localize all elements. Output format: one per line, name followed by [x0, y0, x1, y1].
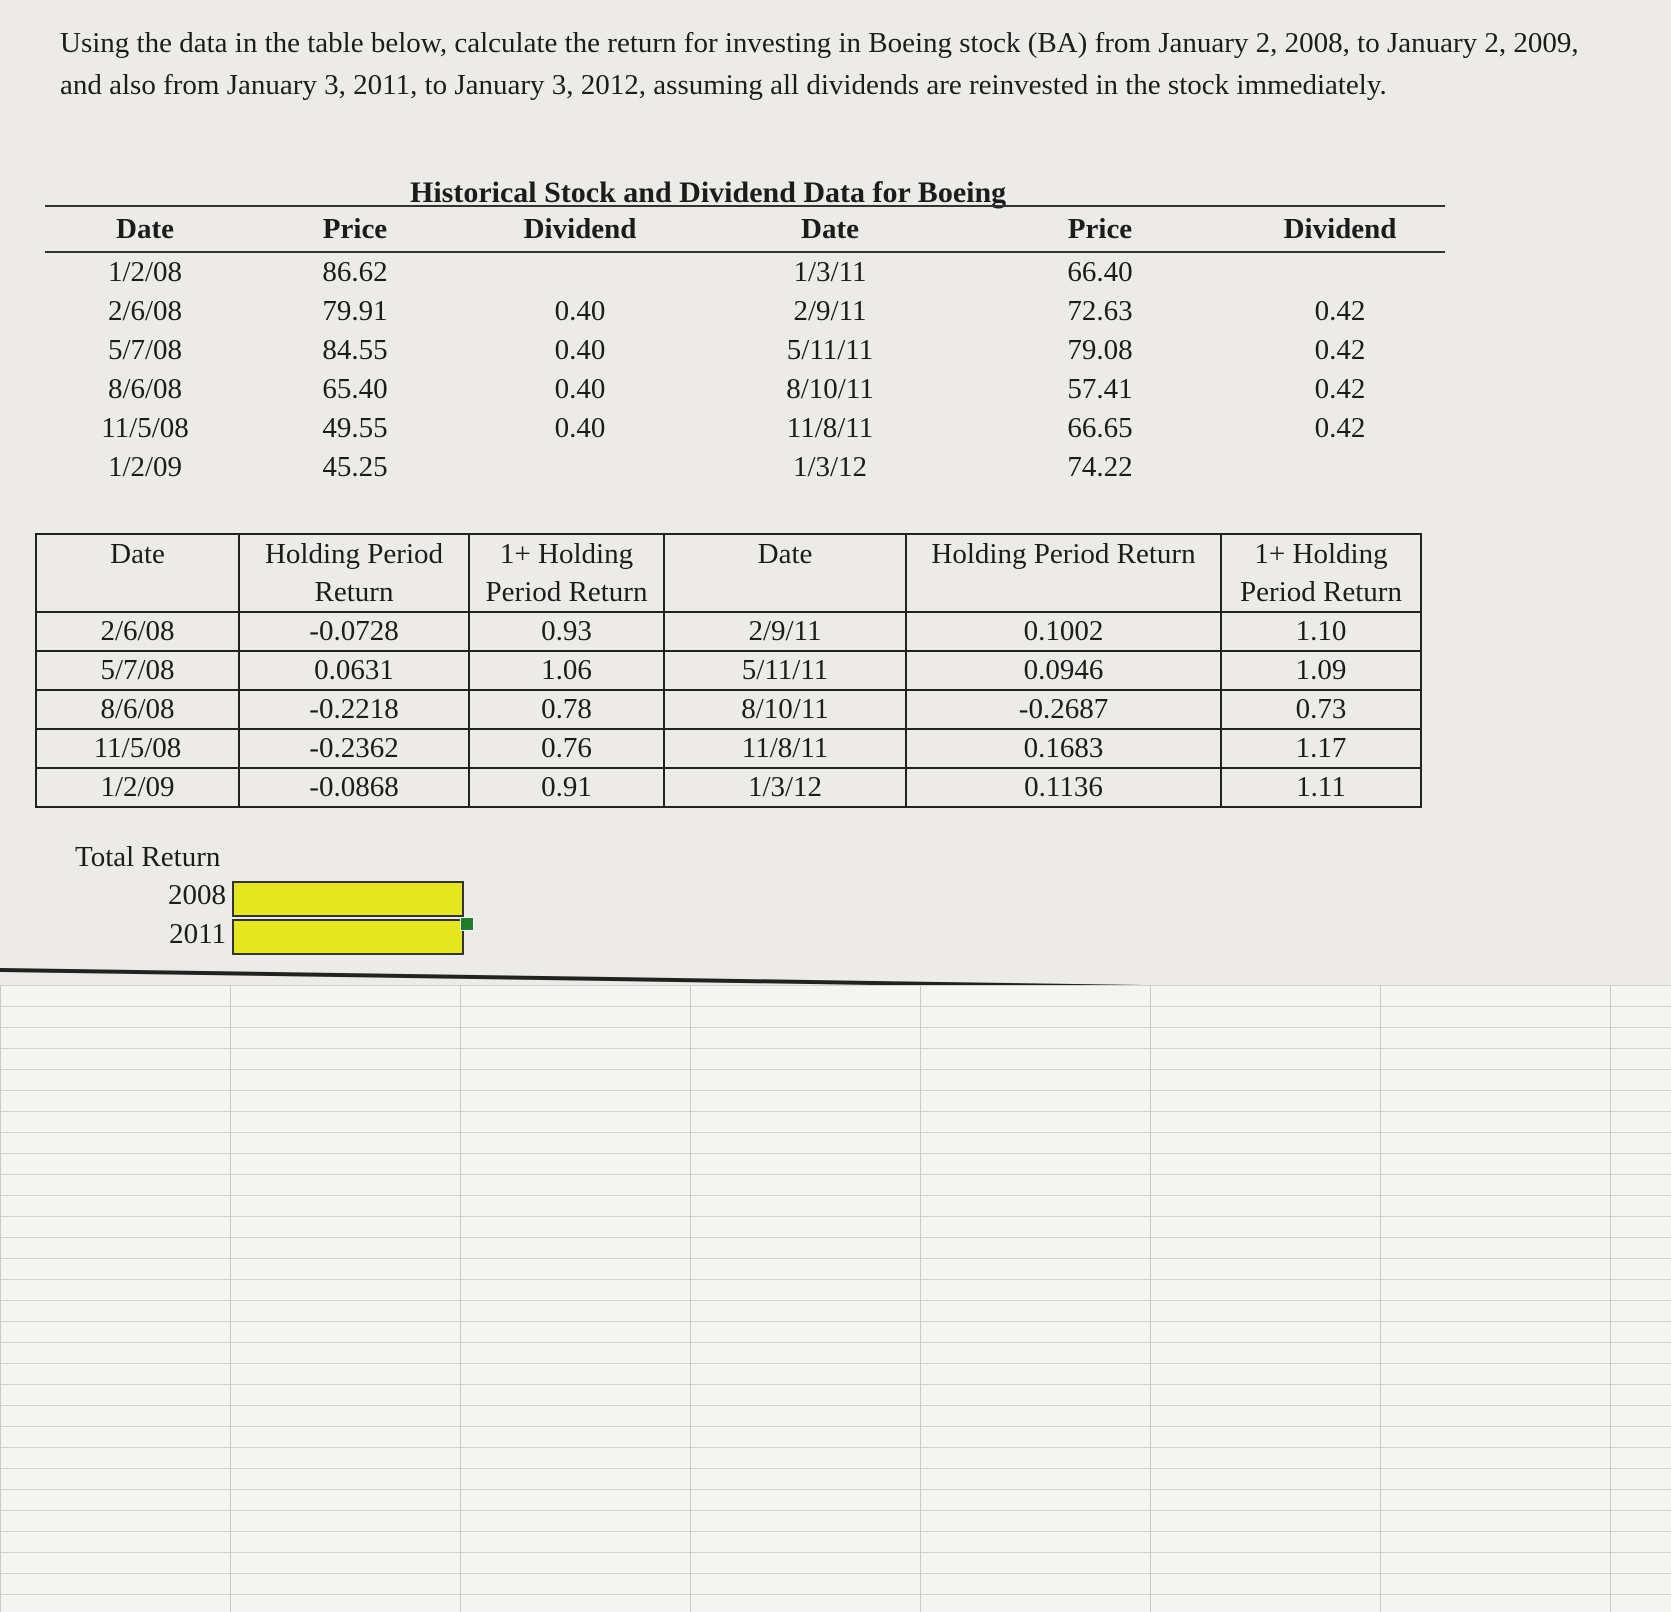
- hist-cell: 1/2/08: [107, 256, 183, 288]
- hpr-cell[interactable]: 1/3/12: [664, 768, 906, 807]
- hpr-cell[interactable]: 11/8/11: [664, 729, 906, 768]
- hist-cell: 45.25: [322, 451, 388, 483]
- table-row: [45, 370, 1445, 409]
- hist-cell: 1/3/12: [792, 451, 868, 483]
- hpr-cell[interactable]: 1.06: [469, 651, 664, 690]
- hpr-header-date-2011: Date: [664, 534, 906, 612]
- hpr-cell[interactable]: 0.76: [469, 729, 664, 768]
- hpr-cell[interactable]: 0.0631: [239, 651, 469, 690]
- hpr-cell[interactable]: 5/11/11: [664, 651, 906, 690]
- hist-cell: [1235, 448, 1445, 487]
- table-row: [36, 729, 1421, 768]
- hist-cell: 8/10/11: [786, 373, 874, 405]
- hpr-cell[interactable]: -0.2362: [239, 729, 469, 768]
- hpr-cell[interactable]: 0.1136: [906, 768, 1221, 807]
- hist-cell: 0.40: [554, 295, 606, 327]
- historical-header-row: [45, 206, 1445, 252]
- hpr-cell[interactable]: 2/9/11: [664, 612, 906, 651]
- hist-cell: 0.40: [554, 412, 606, 444]
- hpr-header-one-plus: 1+ Holding Period Return: [469, 534, 664, 612]
- hpr-cell[interactable]: 0.1002: [906, 612, 1221, 651]
- hpr-cell[interactable]: 1.11: [1221, 768, 1421, 807]
- hist-cell: 8/6/08: [107, 373, 183, 405]
- spreadsheet-grid[interactable]: [0, 985, 1671, 1612]
- hist-cell: 86.62: [322, 256, 388, 288]
- hist-cell: 5/11/11: [786, 334, 874, 366]
- hpr-cell[interactable]: -0.2218: [239, 690, 469, 729]
- hpr-cell[interactable]: 0.0946: [906, 651, 1221, 690]
- hpr-cell[interactable]: 0.73: [1221, 690, 1421, 729]
- hpr-cell[interactable]: 8/10/11: [664, 690, 906, 729]
- hist-cell: 0.42: [1314, 295, 1366, 327]
- hist-cell: 84.55: [322, 334, 388, 366]
- hist-cell: 66.65: [1067, 412, 1133, 444]
- hist-cell: 2/9/11: [793, 295, 867, 327]
- table-row: [45, 448, 1445, 487]
- year-2011-label: 2011: [169, 918, 226, 950]
- total-return-label: Total Return: [75, 841, 221, 873]
- holding-period-return-table: [35, 533, 1422, 808]
- table-row: [45, 292, 1445, 331]
- hpr-cell[interactable]: 0.1683: [906, 729, 1221, 768]
- table-row: [36, 768, 1421, 807]
- hist-cell: 49.55: [322, 412, 388, 444]
- hpr-header-one-plus-2011: 1+ Holding Period Return: [1221, 534, 1421, 612]
- header-date: Date: [116, 212, 174, 245]
- header-date-2011: Date: [801, 212, 859, 245]
- table-row: [36, 690, 1421, 729]
- hpr-cell[interactable]: 5/7/08: [36, 651, 239, 690]
- hist-cell: 11/5/08: [101, 412, 189, 444]
- hpr-cell[interactable]: 8/6/08: [36, 690, 239, 729]
- hpr-header-row: [36, 534, 1421, 612]
- hist-cell: [1235, 252, 1445, 292]
- hpr-cell[interactable]: 0.78: [469, 690, 664, 729]
- year-2008-label: 2008: [168, 879, 226, 911]
- hist-cell: 57.41: [1067, 373, 1133, 405]
- header-price-2011: Price: [1067, 212, 1133, 245]
- historical-data-table: [45, 205, 1445, 487]
- table-row: [36, 612, 1421, 651]
- hist-cell: 74.22: [1067, 451, 1133, 483]
- hpr-cell[interactable]: 11/5/08: [36, 729, 239, 768]
- hist-cell: 0.40: [554, 373, 606, 405]
- hist-cell: 65.40: [322, 373, 388, 405]
- hist-cell: 0.42: [1314, 334, 1366, 366]
- hist-cell: 2/6/08: [107, 295, 183, 327]
- hist-cell: 79.08: [1067, 334, 1133, 366]
- hpr-header-return-2011: Holding Period Return: [906, 534, 1221, 612]
- hpr-header-return: Holding Period Return: [239, 534, 469, 612]
- hpr-cell[interactable]: 2/6/08: [36, 612, 239, 651]
- total-return-2008-input[interactable]: [232, 881, 464, 917]
- hpr-cell[interactable]: 0.93: [469, 612, 664, 651]
- hpr-cell[interactable]: -0.2687: [906, 690, 1221, 729]
- hist-cell: 79.91: [322, 295, 388, 327]
- total-return-2011-input[interactable]: [232, 919, 464, 955]
- table-row: [36, 651, 1421, 690]
- header-price: Price: [322, 212, 388, 245]
- hist-cell: [465, 448, 695, 487]
- hist-cell: 1/2/09: [107, 451, 183, 483]
- problem-statement: Using the data in the table below, calculate the return for investing in Boeing stock (BA) from January 2, 2008, to January 2, 2009, and also from January 3, 2011, to January 3, 2012, assuming all dividends are reinvested in the stock immediately.: [60, 27, 1579, 101]
- hist-cell: 66.40: [1067, 256, 1133, 288]
- hpr-cell[interactable]: -0.0868: [239, 768, 469, 807]
- table-row: [45, 252, 1445, 292]
- hist-cell: 0.40: [554, 334, 606, 366]
- table-row: [45, 331, 1445, 370]
- hpr-cell[interactable]: 0.91: [469, 768, 664, 807]
- hpr-cell[interactable]: -0.0728: [239, 612, 469, 651]
- hist-cell: 11/8/11: [786, 412, 874, 444]
- header-dividend-2011: Dividend: [1283, 212, 1397, 245]
- hist-cell: 0.42: [1314, 412, 1366, 444]
- hpr-cell[interactable]: 1/2/09: [36, 768, 239, 807]
- hpr-cell[interactable]: 1.10: [1221, 612, 1421, 651]
- hist-cell: 72.63: [1067, 295, 1133, 327]
- hpr-cell[interactable]: 1.17: [1221, 729, 1421, 768]
- table-row: [45, 409, 1445, 448]
- fill-handle[interactable]: [460, 917, 474, 931]
- header-dividend: Dividend: [523, 212, 637, 245]
- hpr-header-date: Date: [36, 534, 239, 612]
- hist-cell: [465, 252, 695, 292]
- hist-cell: 0.42: [1314, 373, 1366, 405]
- hist-cell: 1/3/11: [793, 256, 867, 288]
- hpr-cell[interactable]: 1.09: [1221, 651, 1421, 690]
- historical-table-title: Historical Stock and Dividend Data for Boeing: [410, 176, 1007, 209]
- hist-cell: 5/7/08: [107, 334, 183, 366]
